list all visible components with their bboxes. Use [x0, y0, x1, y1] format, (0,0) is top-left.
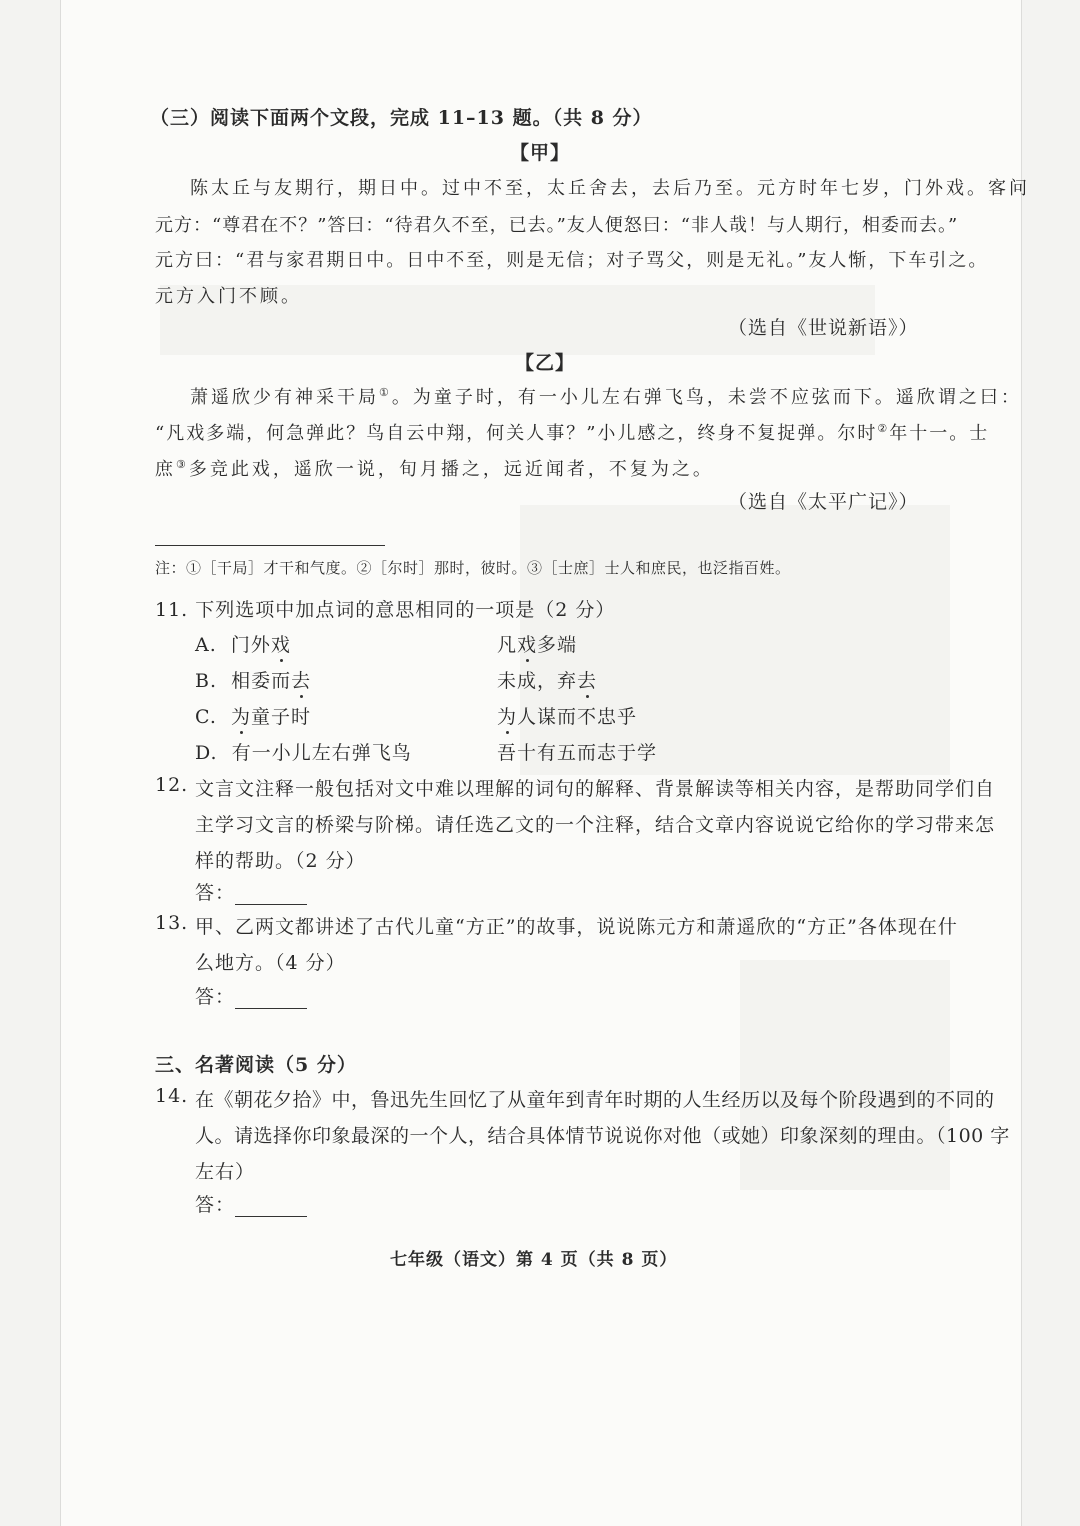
q11-option-a-compare	[497, 630, 577, 657]
answer-label: 答：	[195, 882, 236, 904]
footnote-marker: ②	[877, 422, 890, 435]
q12-answer-row	[195, 878, 307, 905]
q11-option-b	[195, 666, 311, 693]
option-text: 多端	[537, 634, 578, 656]
bleed-through-block	[740, 960, 950, 1190]
passage-a-source: （选自《世说新语》）	[728, 317, 919, 339]
dotted-word: 戏	[270, 634, 291, 656]
option-text: 吾十有五而志于学	[497, 742, 658, 764]
q11-option-a	[195, 630, 291, 657]
passage-b-text: 年十一。士	[889, 423, 990, 444]
q11-option-c	[195, 702, 311, 729]
answer-blank[interactable]	[235, 990, 307, 1009]
footnote-marker: ①	[379, 386, 392, 399]
bleed-through-block	[520, 505, 950, 775]
q13-answer-row	[195, 982, 307, 1009]
question-14-line: 人。请选择你印象最深的一个人，结合具体情节说说你对他（或她）印象深刻的理由。（100 字	[195, 1125, 1010, 1147]
q14-answer-row	[195, 1190, 307, 1217]
question-12-line: 文言文注释一般包括对文中难以理解的词句的解释、背景解读等相关内容，是帮助同学们自	[195, 778, 996, 800]
passage-b-line	[155, 419, 989, 445]
passage-a-line: 元方入门不顾。	[155, 286, 302, 307]
section-header: （三）阅读下面两个文段，完成 11–13 题。（共 8 分）	[150, 107, 653, 129]
question-13-line: 么地方。（4 分）	[195, 952, 346, 974]
question-14-line: 左右）	[195, 1161, 256, 1183]
dotted-word: 戏	[517, 634, 538, 656]
passage-a-line: 陈太丘与友期行，期日中。过中不至，太丘舍去，去后乃至。元方时年七岁，门外戏。客问	[190, 178, 1030, 199]
dotted-word: 为	[231, 706, 252, 728]
q11-option-d-compare	[497, 738, 657, 765]
option-label: A.	[195, 634, 217, 656]
option-text: 未成，弃	[497, 670, 578, 692]
question-12-number: 12.	[155, 774, 189, 796]
footnote-marker: ③	[176, 458, 189, 471]
dotted-word: 去	[577, 670, 598, 692]
passage-b-line	[155, 455, 714, 481]
footnote-divider	[155, 545, 385, 546]
section-header-classics: 三、名著阅读（5 分）	[155, 1054, 357, 1076]
dotted-word: 为	[497, 706, 518, 728]
passage-b-text: “凡戏多端，何急弹此？鸟自云中翔，何关人事？”小儿感之，终身不复捉弹。尔时	[155, 423, 878, 444]
option-text: 凡	[497, 634, 518, 656]
option-text: 有一小儿左右弹飞鸟	[231, 742, 412, 764]
passage-b-source: （选自《太平广记》）	[728, 491, 919, 513]
q11-option-c-compare	[497, 702, 637, 729]
dotted-word: 去	[291, 670, 312, 692]
passage-a-line: 元方：“尊君在不？”答曰：“待君久不至，已去。”友人便怒曰：“非人哉！与人期行，相委而去。”	[155, 215, 959, 236]
passage-b-text: 。为童子时，有一小儿左右弹飞鸟，未尝不应弦而下。遥欣谓之曰：	[391, 387, 1022, 408]
answer-blank[interactable]	[235, 886, 307, 905]
page-footer: 七年级（语文）第 4 页（共 8 页）	[390, 1250, 678, 1270]
answer-blank[interactable]	[235, 1198, 307, 1217]
question-11-stem: 11. 下列选项中加点词的意思相同的一项是（2 分）	[155, 599, 616, 621]
option-label: C.	[195, 706, 217, 728]
question-12-line: 主学习文言的桥梁与阶梯。请任选乙文的一个注释，结合文章内容说说它给你的学习带来怎	[195, 814, 996, 836]
answer-label: 答：	[195, 1194, 236, 1216]
passage-b-text: 萧遥欣少有神采干局	[190, 387, 379, 408]
q11-option-d	[195, 738, 412, 765]
option-text: 门外	[230, 634, 271, 656]
option-text: 童子时	[251, 706, 312, 728]
passage-b-text: 庶	[155, 459, 176, 480]
passage-b-title: 【乙】	[515, 352, 576, 374]
question-14-line: 在《朝花夕拾》中，鲁迅先生回忆了从童年到青年时期的人生经历以及每个阶段遇到的不同的	[195, 1089, 995, 1111]
option-text: 人谋而不忠乎	[517, 706, 638, 728]
option-text: 相委而	[231, 670, 292, 692]
passage-b-line	[190, 383, 1022, 409]
question-12-line: 样的帮助。（2 分）	[195, 850, 366, 872]
option-label: B.	[195, 670, 218, 692]
passage-a-title: 【甲】	[510, 142, 571, 164]
footnotes: 注：①［干局］才干和气度。②［尔时］那时，彼时。③［士庶］士人和庶民，也泛指百姓。	[155, 559, 791, 577]
question-13-line: 甲、乙两文都讲述了古代儿童“方正”的故事，说说陈元方和萧遥欣的“方正”各体现在什	[195, 916, 958, 938]
question-13-number: 13.	[155, 912, 189, 934]
question-14-number: 14.	[155, 1085, 189, 1107]
q11-option-b-compare	[497, 666, 597, 693]
passage-a-line: 元方曰：“君与家君期日中。日中不至，则是无信；对子骂父，则是无礼。”友人惭，下车引之。	[155, 250, 989, 271]
answer-label: 答：	[195, 986, 236, 1008]
passage-b-text: 多竞此戏，遥欣一说，旬月播之，远近闻者，不复为之。	[188, 459, 714, 480]
option-label: D.	[195, 742, 218, 764]
